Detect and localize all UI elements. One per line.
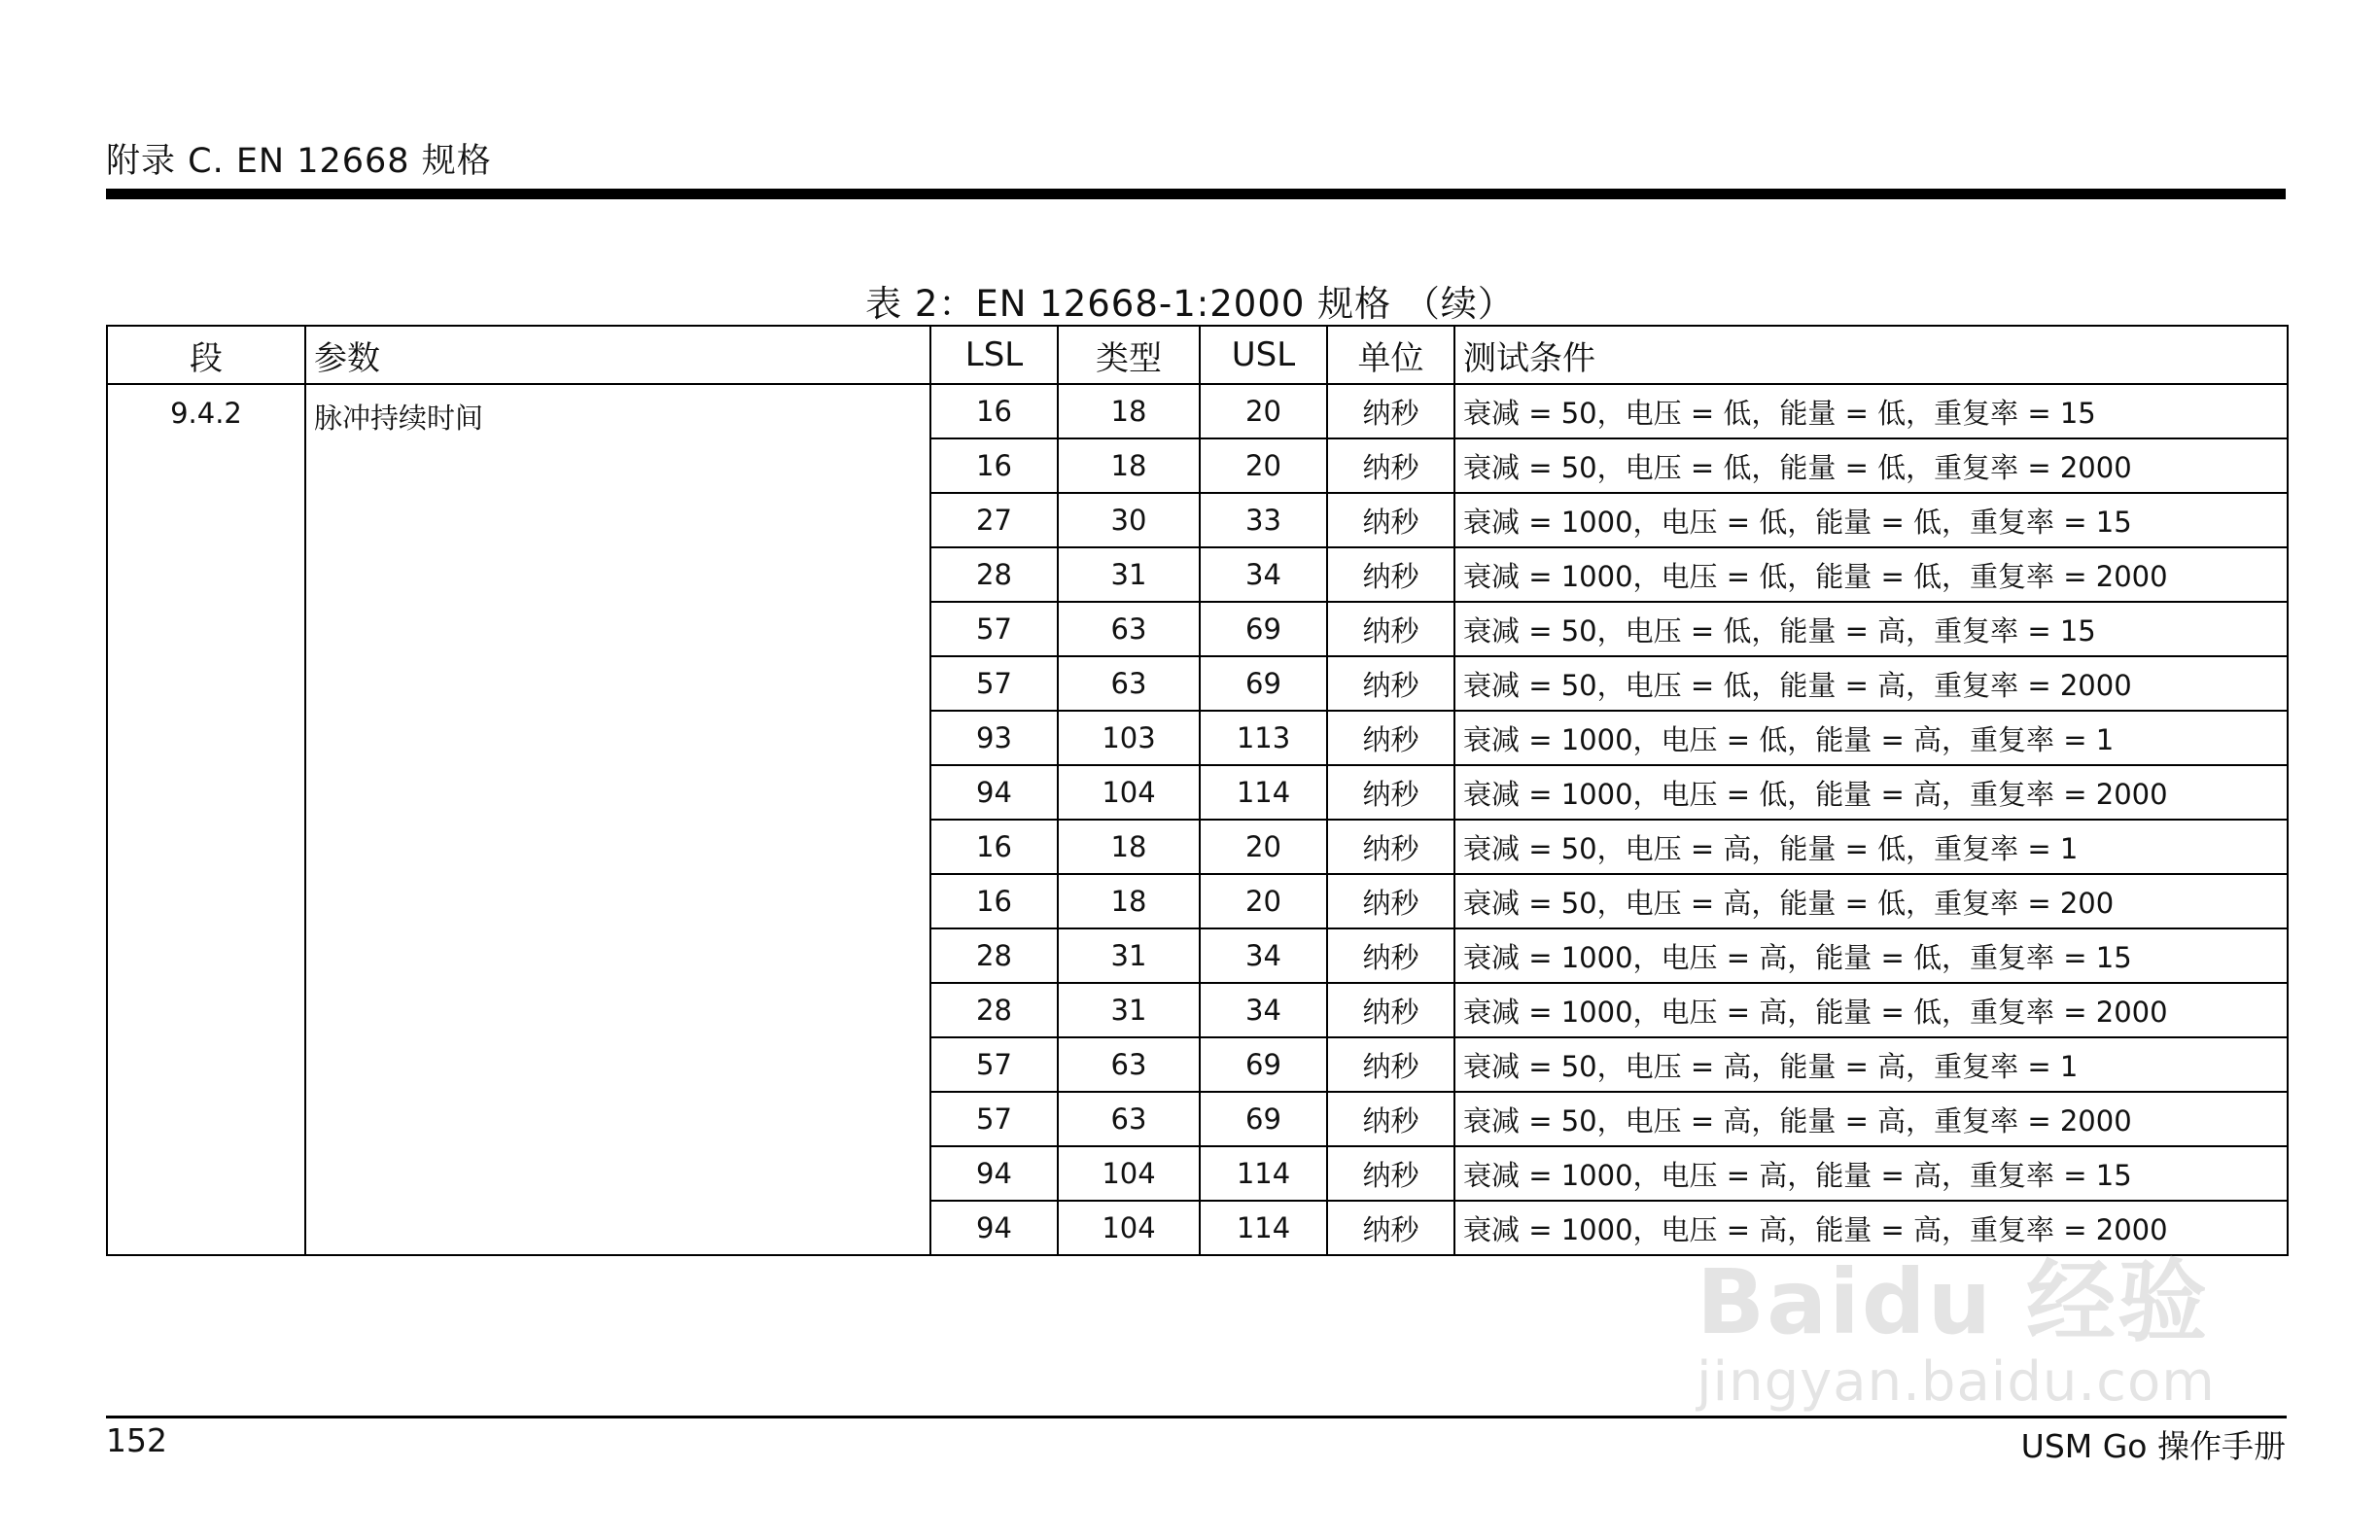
test-condition-cell: 衰减 = 1000，电压 = 低，能量 = 低，重复率 = 2000 [1454,547,2288,602]
lsl-cell: 57 [930,1092,1058,1146]
unit-cell: 纳秒 [1327,928,1454,983]
column-header-unit: 单位 [1327,326,1454,384]
lsl-cell: 16 [930,874,1058,928]
unit-cell: 纳秒 [1327,1037,1454,1092]
type-cell: 31 [1058,547,1200,602]
unit-cell: 纳秒 [1327,547,1454,602]
column-header-type: 类型 [1058,326,1200,384]
test-condition-cell: 衰减 = 1000，电压 = 高，能量 = 高，重复率 = 2000 [1454,1201,2288,1255]
usl-cell: 34 [1200,983,1327,1037]
section-cell: 9.4.2 [107,384,305,1255]
lsl-cell: 16 [930,384,1058,438]
usl-cell: 69 [1200,1092,1327,1146]
unit-cell: 纳秒 [1327,493,1454,547]
table-header-row [107,326,2288,384]
lsl-cell: 28 [930,983,1058,1037]
watermark-url: jingyan.baidu.com [1697,1350,2216,1414]
parameter-cell: 脉冲持续时间 [305,384,930,1255]
footer-rule [106,1416,2287,1418]
table-row [107,384,2288,438]
unit-cell: 纳秒 [1327,384,1454,438]
column-header-parameter: 参数 [305,326,930,384]
type-cell: 63 [1058,656,1200,711]
usl-cell: 113 [1200,711,1327,765]
test-condition-cell: 衰减 = 50，电压 = 低，能量 = 高，重复率 = 2000 [1454,656,2288,711]
usl-cell: 114 [1200,765,1327,820]
unit-cell: 纳秒 [1327,820,1454,874]
usl-cell: 33 [1200,493,1327,547]
usl-cell: 20 [1200,384,1327,438]
type-cell: 18 [1058,874,1200,928]
type-cell: 18 [1058,438,1200,493]
lsl-cell: 28 [930,928,1058,983]
unit-cell: 纳秒 [1327,711,1454,765]
column-header-lsl: LSL [930,326,1058,384]
type-cell: 104 [1058,1201,1200,1255]
test-condition-cell: 衰减 = 50，电压 = 低，能量 = 低，重复率 = 15 [1454,384,2288,438]
unit-cell: 纳秒 [1327,765,1454,820]
usl-cell: 114 [1200,1146,1327,1201]
type-cell: 104 [1058,765,1200,820]
lsl-cell: 94 [930,1146,1058,1201]
type-cell: 31 [1058,983,1200,1037]
test-condition-cell: 衰减 = 1000，电压 = 高，能量 = 高，重复率 = 15 [1454,1146,2288,1201]
type-cell: 63 [1058,1037,1200,1092]
test-condition-cell: 衰减 = 50，电压 = 高，能量 = 低，重复率 = 1 [1454,820,2288,874]
usl-cell: 20 [1200,438,1327,493]
header-rule [106,189,2286,199]
lsl-cell: 94 [930,1201,1058,1255]
table-title: 表 2：EN 12668-1:2000 规格 （续） [865,283,1515,325]
test-condition-cell: 衰减 = 50，电压 = 高，能量 = 高，重复率 = 2000 [1454,1092,2288,1146]
manual-name: USM Go 操作手册 [2020,1427,2286,1465]
watermark-logo: Baidu 经验 [1697,1250,2210,1354]
lsl-cell: 16 [930,438,1058,493]
lsl-cell: 27 [930,493,1058,547]
test-condition-cell: 衰减 = 50，电压 = 低，能量 = 高，重复率 = 15 [1454,602,2288,656]
page-number: 152 [106,1421,167,1459]
spec-table [106,325,2289,1256]
usl-cell: 69 [1200,656,1327,711]
type-cell: 63 [1058,602,1200,656]
unit-cell: 纳秒 [1327,602,1454,656]
test-condition-cell: 衰减 = 50，电压 = 高，能量 = 高，重复率 = 1 [1454,1037,2288,1092]
unit-cell: 纳秒 [1327,983,1454,1037]
watermark [1697,1250,2241,1439]
lsl-cell: 94 [930,765,1058,820]
type-cell: 63 [1058,1092,1200,1146]
test-condition-cell: 衰减 = 1000，电压 = 低，能量 = 高，重复率 = 1 [1454,711,2288,765]
unit-cell: 纳秒 [1327,438,1454,493]
lsl-cell: 57 [930,656,1058,711]
type-cell: 104 [1058,1146,1200,1201]
column-header-test-conditions: 测试条件 [1454,326,2288,384]
test-condition-cell: 衰减 = 1000，电压 = 高，能量 = 低，重复率 = 15 [1454,928,2288,983]
unit-cell: 纳秒 [1327,1201,1454,1255]
table-body [107,384,2288,1255]
lsl-cell: 16 [930,820,1058,874]
lsl-cell: 57 [930,602,1058,656]
column-header-usl: USL [1200,326,1327,384]
type-cell: 18 [1058,384,1200,438]
type-cell: 18 [1058,820,1200,874]
unit-cell: 纳秒 [1327,874,1454,928]
unit-cell: 纳秒 [1327,1092,1454,1146]
column-header-section: 段 [107,326,305,384]
usl-cell: 20 [1200,874,1327,928]
lsl-cell: 57 [930,1037,1058,1092]
usl-cell: 34 [1200,928,1327,983]
unit-cell: 纳秒 [1327,656,1454,711]
usl-cell: 34 [1200,547,1327,602]
lsl-cell: 28 [930,547,1058,602]
type-cell: 30 [1058,493,1200,547]
usl-cell: 114 [1200,1201,1327,1255]
usl-cell: 69 [1200,602,1327,656]
page-header-title: 附录 C. EN 12668 规格 [106,142,492,181]
type-cell: 103 [1058,711,1200,765]
test-condition-cell: 衰减 = 50，电压 = 高，能量 = 低，重复率 = 200 [1454,874,2288,928]
unit-cell: 纳秒 [1327,1146,1454,1201]
lsl-cell: 93 [930,711,1058,765]
test-condition-cell: 衰减 = 1000，电压 = 高，能量 = 低，重复率 = 2000 [1454,983,2288,1037]
type-cell: 31 [1058,928,1200,983]
usl-cell: 20 [1200,820,1327,874]
test-condition-cell: 衰减 = 1000，电压 = 低，能量 = 低，重复率 = 15 [1454,493,2288,547]
test-condition-cell: 衰减 = 50，电压 = 低，能量 = 低，重复率 = 2000 [1454,438,2288,493]
test-condition-cell: 衰减 = 1000，电压 = 低，能量 = 高，重复率 = 2000 [1454,765,2288,820]
usl-cell: 69 [1200,1037,1327,1092]
